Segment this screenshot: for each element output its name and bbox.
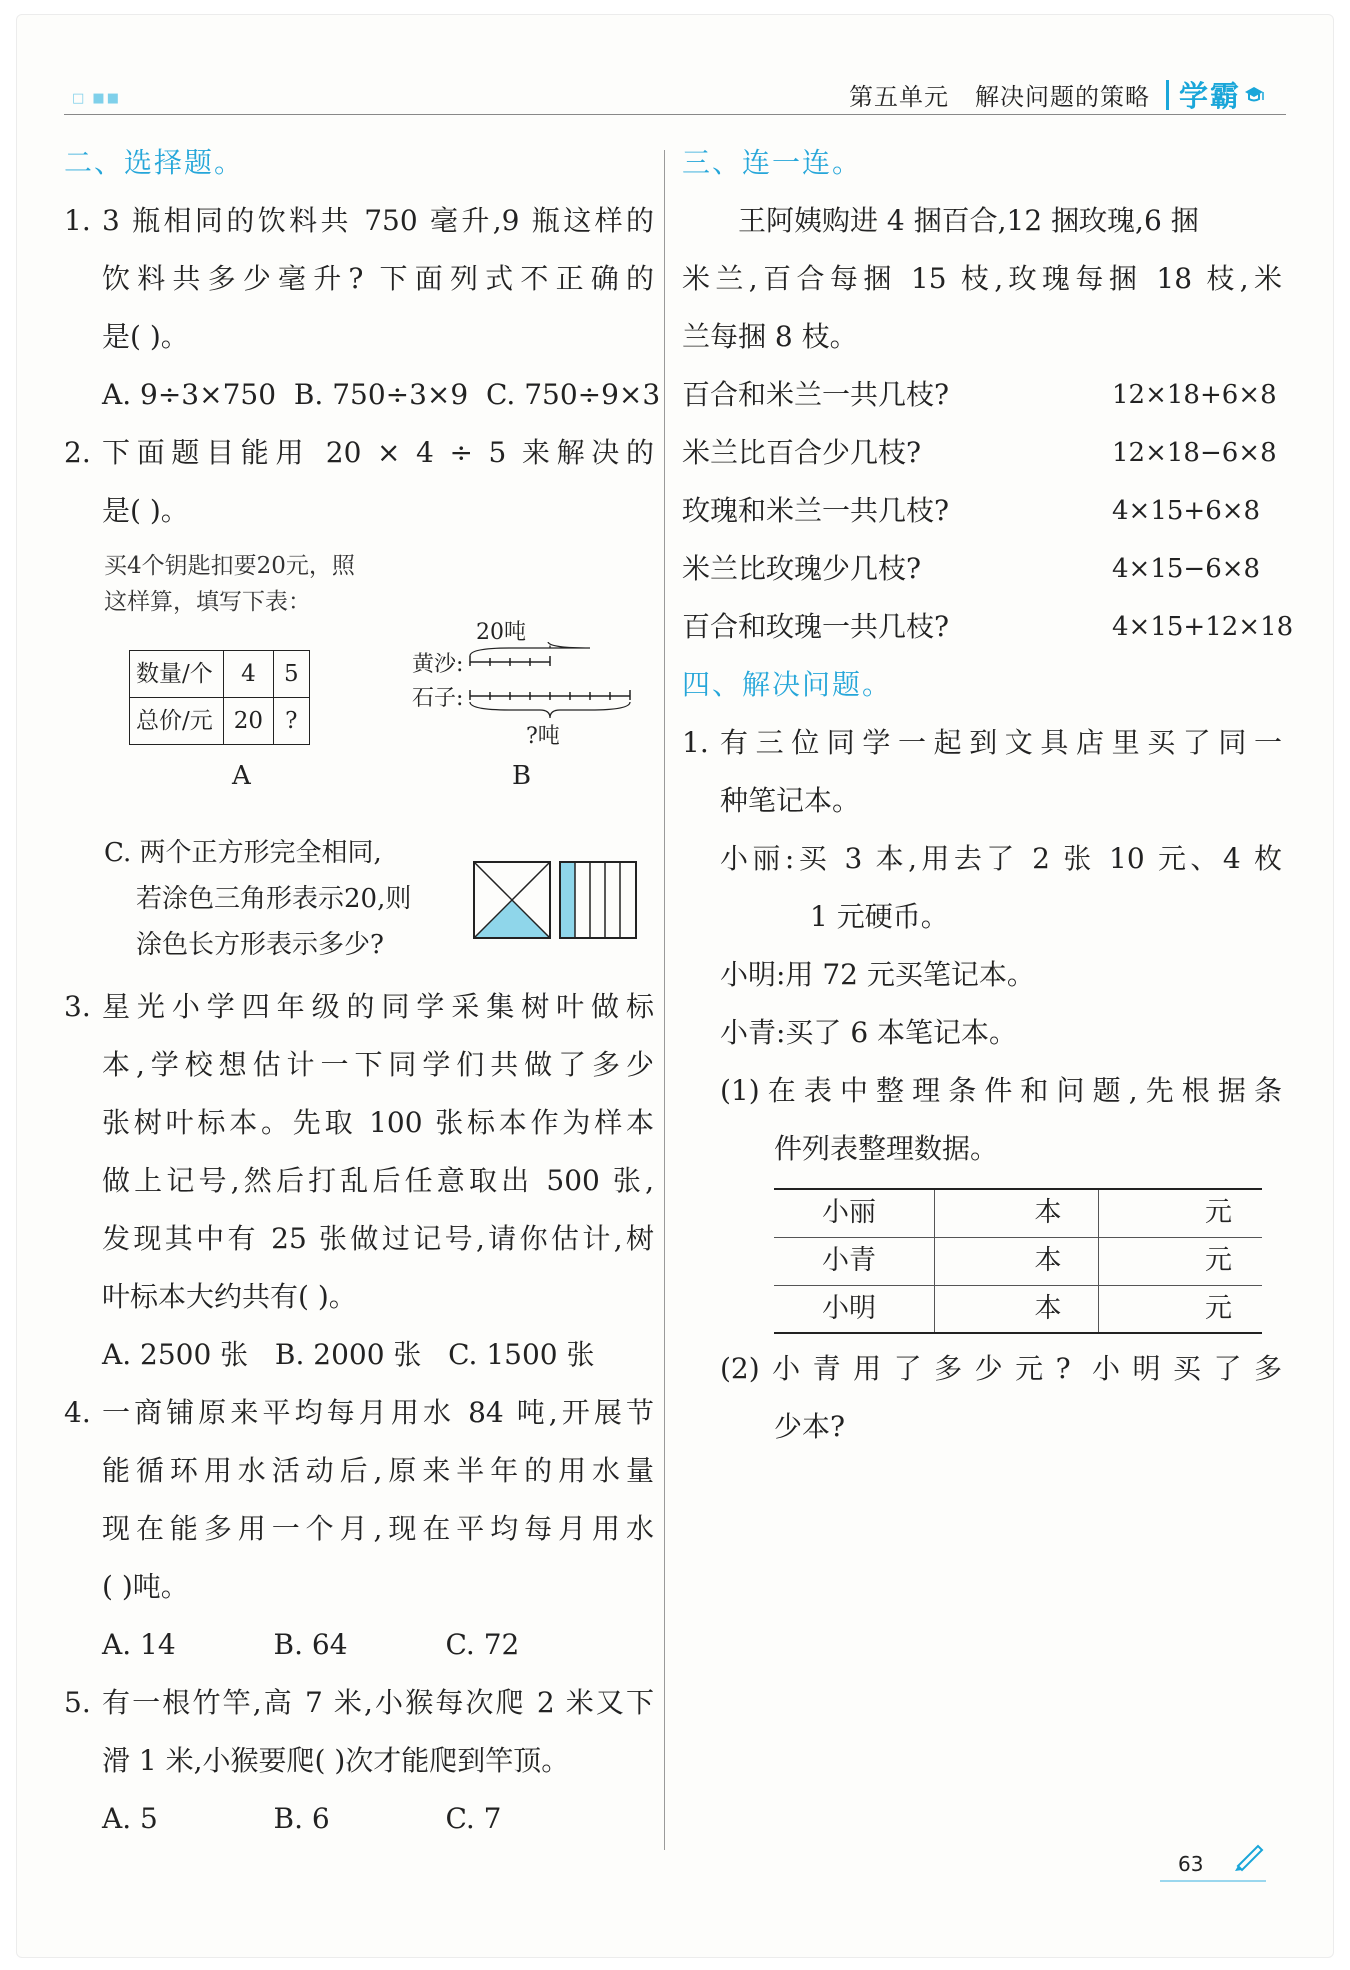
quantity-cell[interactable]: 本 xyxy=(934,1285,1098,1333)
option-a-table xyxy=(129,650,310,745)
price-cell[interactable]: 元 xyxy=(1098,1237,1262,1285)
brand-logo: 学霸 xyxy=(1178,79,1241,113)
question-line: 下面题目能用 20 × 4 ÷ 5 来解决的 xyxy=(102,436,654,469)
option-b-segment-diagram xyxy=(412,620,632,750)
stone-label: 石子: xyxy=(412,686,464,711)
answer-blank-line[interactable]: 叶标本大约共有( )。 xyxy=(102,1280,357,1313)
question-line: 有三位同学一起到文具店里买了同一 xyxy=(720,726,1282,759)
question-number: 4. xyxy=(64,1396,91,1429)
match-expression[interactable]: 12×18−6×8 xyxy=(1112,438,1277,468)
page-number: 63 xyxy=(1178,1852,1204,1876)
subquestion-2: (2)小青用了多少元? 小明买了多 xyxy=(720,1352,1282,1385)
segment-bars-svg xyxy=(468,642,632,722)
condition-xiaoli: 小丽:买 3 本,用去了 2 张 10 元、4 枚 xyxy=(720,842,1282,875)
answer-options: A. 9÷3×750 B. 750÷3×9 C. 750÷9×3 xyxy=(102,378,661,411)
matching-intro-line: 王阿姨购进 4 捆百合,12 捆玫瑰,6 捆 xyxy=(738,204,1199,237)
table-row xyxy=(774,1237,1262,1285)
subquestion-1: (1)在表中整理条件和问题,先根据条 xyxy=(720,1074,1282,1107)
question-line: 种笔记本。 xyxy=(720,784,861,817)
question-2 xyxy=(64,424,654,978)
triangle-square-figure xyxy=(472,860,552,940)
option-figures xyxy=(64,620,654,830)
table-row xyxy=(774,1189,1262,1237)
matching-intro-line: 米兰,百合每捆 15 枝,玫瑰每捆 18 枝,米 xyxy=(682,262,1282,295)
table-cell: 20 xyxy=(223,698,273,745)
option-a-caption: A xyxy=(232,761,251,791)
question-4 xyxy=(64,1384,654,1674)
striped-square-figure xyxy=(558,860,638,940)
match-expression[interactable]: 4×15+6×8 xyxy=(1112,496,1261,526)
student-name: 小青 xyxy=(774,1237,934,1285)
answer-blank-line[interactable]: 是( )。 xyxy=(102,494,189,527)
question-number: 2. xyxy=(64,436,91,469)
question-5 xyxy=(64,1674,654,1848)
question-line: 发现其中有 25 张做过记号,请你估计,树 xyxy=(102,1222,654,1255)
option-c xyxy=(64,830,654,978)
question-line: 做上记号,然后打乱后任意取出 500 张, xyxy=(102,1164,654,1197)
question-line: 本,学校想估计一下同学们共做了多少 xyxy=(102,1048,654,1081)
section-title-choice: 二、选择题。 xyxy=(64,146,245,179)
header-left-mark: □ ■■ xyxy=(72,91,121,106)
question-line: 张树叶标本。先取 100 张标本作为样本 xyxy=(102,1106,654,1139)
question-line: 现在能多用一个月,现在平均每月用水 xyxy=(102,1512,654,1545)
table-cell: ? xyxy=(274,698,310,745)
left-column xyxy=(64,134,661,1848)
diagram-top-label: 20吨 xyxy=(476,620,526,645)
handwritten-note xyxy=(64,548,654,620)
match-question[interactable]: 百合和玫瑰一共几枝? xyxy=(682,610,950,643)
note-line: 买4个钥匙扣要20元，照 xyxy=(104,553,355,579)
answer-options: A. 2500 张 B. 2000 张 C. 1500 张 xyxy=(102,1338,595,1371)
match-row[interactable] xyxy=(682,424,1282,482)
right-column xyxy=(682,134,1294,1456)
question-number: 1. xyxy=(64,204,91,237)
question-3 xyxy=(64,978,654,1384)
answer-blank-line[interactable]: 滑 1 米,小猴要爬( )次才能爬到竿顶。 xyxy=(102,1744,570,1777)
quantity-cell[interactable]: 本 xyxy=(934,1237,1098,1285)
match-question[interactable]: 米兰比玫瑰少几枝? xyxy=(682,552,922,585)
question-line: 饮料共多少毫升? 下面列式不正确的 xyxy=(102,262,654,295)
question-line: 星光小学四年级的同学采集树叶做标 xyxy=(102,990,654,1023)
condition-xiaoqing: 小青:买了 6 本笔记本。 xyxy=(720,1016,1018,1049)
match-row[interactable] xyxy=(682,598,1294,656)
question-number: 1. xyxy=(682,726,709,759)
table-row xyxy=(774,1285,1262,1333)
match-expression[interactable]: 4×15−6×8 xyxy=(1112,554,1261,584)
note-line: 这样算，填写下表： xyxy=(104,589,311,615)
column-divider xyxy=(664,150,665,1850)
student-name: 小丽 xyxy=(774,1189,934,1237)
question-line: 有一根竹竿,高 7 米,小猴每次爬 2 米又下 xyxy=(102,1686,654,1719)
match-row[interactable] xyxy=(682,482,1282,540)
answer-blank-line[interactable]: ( )吨。 xyxy=(102,1570,189,1603)
question-1 xyxy=(64,192,661,424)
option-c-line: C. 两个正方形完全相同, xyxy=(104,838,382,868)
question-number: 5. xyxy=(64,1686,91,1719)
pencil-icon xyxy=(1232,1842,1266,1872)
price-cell[interactable]: 元 xyxy=(1098,1189,1262,1237)
match-question[interactable]: 米兰比百合少几枝? xyxy=(682,436,922,469)
table-cell: 总价/元 xyxy=(130,698,224,745)
question-number: 3. xyxy=(64,990,91,1023)
unit-title: 第五单元 xyxy=(848,83,949,111)
header-rule xyxy=(64,114,1286,115)
option-b-caption: B xyxy=(512,761,532,791)
condition-xiaoming: 小明:用 72 元买笔记本。 xyxy=(720,958,1035,991)
page-header xyxy=(849,74,1265,115)
question-line: 3 瓶相同的饮料共 750 毫升,9 瓶这样的 xyxy=(102,204,654,237)
page-number-underline xyxy=(1160,1880,1266,1882)
match-question[interactable]: 百合和米兰一共几枝? xyxy=(682,378,950,411)
answer-blank-line[interactable]: 是( )。 xyxy=(102,320,189,353)
table-cell: 5 xyxy=(274,651,310,698)
section-title-matching: 三、连一连。 xyxy=(682,146,863,179)
question-line: 一商铺原来平均每月用水 84 吨,开展节 xyxy=(102,1396,654,1429)
table-cell: 4 xyxy=(223,651,273,698)
answer-options: A. 5 B. 6 C. 7 xyxy=(102,1802,502,1835)
sand-label: 黄沙: xyxy=(412,652,464,677)
table-cell: 数量/个 xyxy=(130,651,224,698)
data-table xyxy=(774,1188,1262,1334)
section-title-problems: 四、解决问题。 xyxy=(682,668,893,701)
matching-intro-line: 兰每捆 8 枝。 xyxy=(682,320,858,353)
match-row[interactable] xyxy=(682,366,1282,424)
price-cell[interactable]: 元 xyxy=(1098,1285,1262,1333)
header-divider xyxy=(1166,80,1169,110)
option-c-line: 若涂色三角形表示20,则 xyxy=(136,884,412,914)
graduation-cap-icon xyxy=(1243,84,1265,106)
match-row[interactable] xyxy=(682,540,1282,598)
topic-title: 解决问题的策略 xyxy=(974,83,1150,111)
answer-options: A. 14 B. 64 C. 72 xyxy=(102,1628,520,1661)
match-question[interactable]: 玫瑰和米兰一共几枝? xyxy=(682,494,950,527)
quantity-cell[interactable]: 本 xyxy=(934,1189,1098,1237)
student-name: 小明 xyxy=(774,1285,934,1333)
question-line: 能循环用水活动后,原来半年的用水量 xyxy=(102,1454,654,1487)
subquestion-1-cont: 件列表整理数据。 xyxy=(774,1132,999,1165)
subquestion-2-cont: 少本? xyxy=(774,1410,846,1443)
option-c-text xyxy=(104,830,411,968)
diagram-bottom-label: ?吨 xyxy=(526,724,560,749)
option-c-line: 涂色长方形表示多少? xyxy=(136,930,384,960)
match-expression[interactable]: 12×18+6×8 xyxy=(1112,380,1277,410)
condition-xiaoli-cont: 1 元硬币。 xyxy=(810,900,949,933)
match-expression[interactable]: 4×15+12×18 xyxy=(1112,612,1294,642)
